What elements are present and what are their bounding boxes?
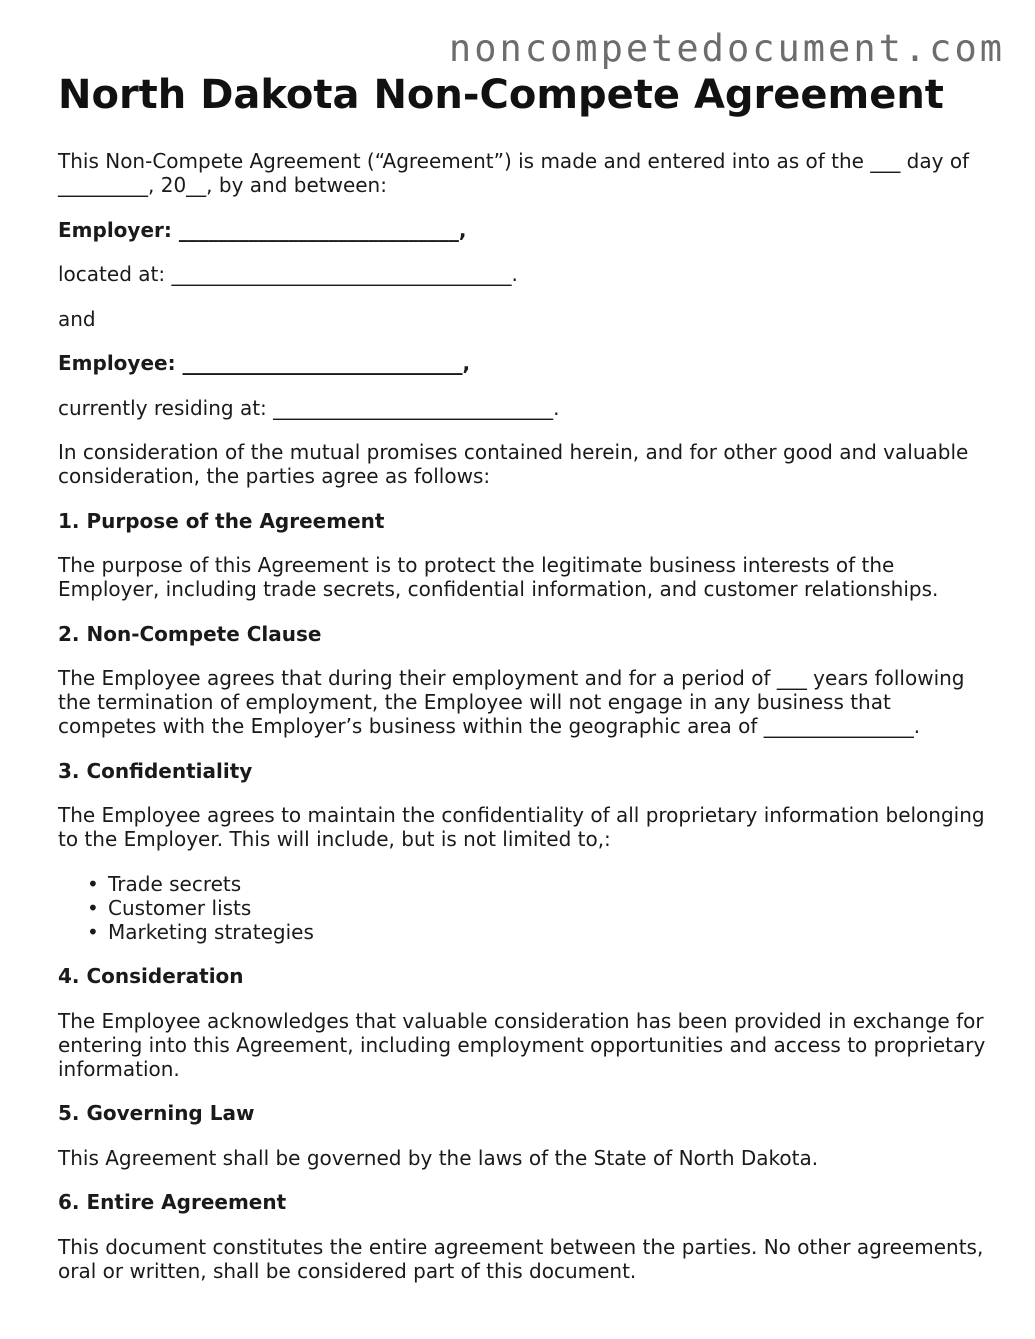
employee-blank: ____________________________, [175,351,471,375]
section-noncompete-body: The Employee agrees that during their employment and for a period of ___ years following the termination of employment, the Employee will not engage in any business that competes with the Employer’s business within the geographic area of _______________. [58,666,965,738]
list-item-text: Marketing strategies [108,919,314,944]
confidentiality-list [58,872,988,944]
section-confidentiality-heading: 3. Confidentiality [58,758,253,783]
employer-label: Employer: [58,217,172,242]
employee-label: Employee: [58,351,176,375]
list-item-text: Customer lists [108,895,252,920]
section-entire-agreement-heading: 6. Entire Agreement [58,1190,287,1214]
bullet-icon: • [87,919,99,944]
consideration-intro-paragraph: In consideration of the mutual promises contained herein, and for other good and valuable consideration, the parties agree as follows: [58,440,969,488]
list-item [87,895,988,920]
bullet-icon: • [87,871,99,896]
document-title: North Dakota Non-Compete Agreement [58,72,944,118]
section-entire-agreement-body: This document constitutes the entire agreement between the parties. No other agreements, oral or written, shall be considered part of this document. [58,1234,984,1283]
employee-residence-line: currently residing at: ____________________________. [58,395,560,420]
employer-location-line: located at: __________________________________. [58,262,518,286]
list-item-text: Trade secrets [108,871,242,896]
watermark-site-name: noncompetedocument.com [448,27,1005,70]
employee-line [58,351,988,375]
section-noncompete-heading: 2. Non-Compete Clause [58,621,322,646]
section-purpose-body: The purpose of this Agreement is to protect the legitimate business interests of the Employer, including trade secrets, confidential information, and customer relationships. [58,553,939,601]
list-item [87,871,988,896]
section-consideration-heading: 4. Consideration [58,964,244,988]
employer-blank: ____________________________, [171,217,467,242]
section-confidentiality-body: The Employee agrees to maintain the confidentiality of all proprietary information belonging to the Employer. This will include, but is not limited to,: [58,803,985,851]
bullet-icon: • [87,895,99,920]
and-line: and [58,306,96,331]
intro-paragraph: This Non-Compete Agreement (“Agreement”) is made and entered into as of the ___ day of _________, 20__, by and between: [58,149,970,197]
section-consideration-body: The Employee acknowledges that valuable consideration has been provided in exchange for entering into this Agreement, including employment opportunities and access to proprietary information. [58,1008,986,1081]
document-body [58,149,988,1303]
section-purpose-heading: 1. Purpose of the Agreement [58,508,385,533]
employer-line [58,218,988,242]
list-item [87,919,988,944]
section-governing-law-body: This Agreement shall be governed by the laws of the State of North Dakota. [58,1145,819,1170]
section-governing-law-heading: 5. Governing Law [58,1101,255,1125]
